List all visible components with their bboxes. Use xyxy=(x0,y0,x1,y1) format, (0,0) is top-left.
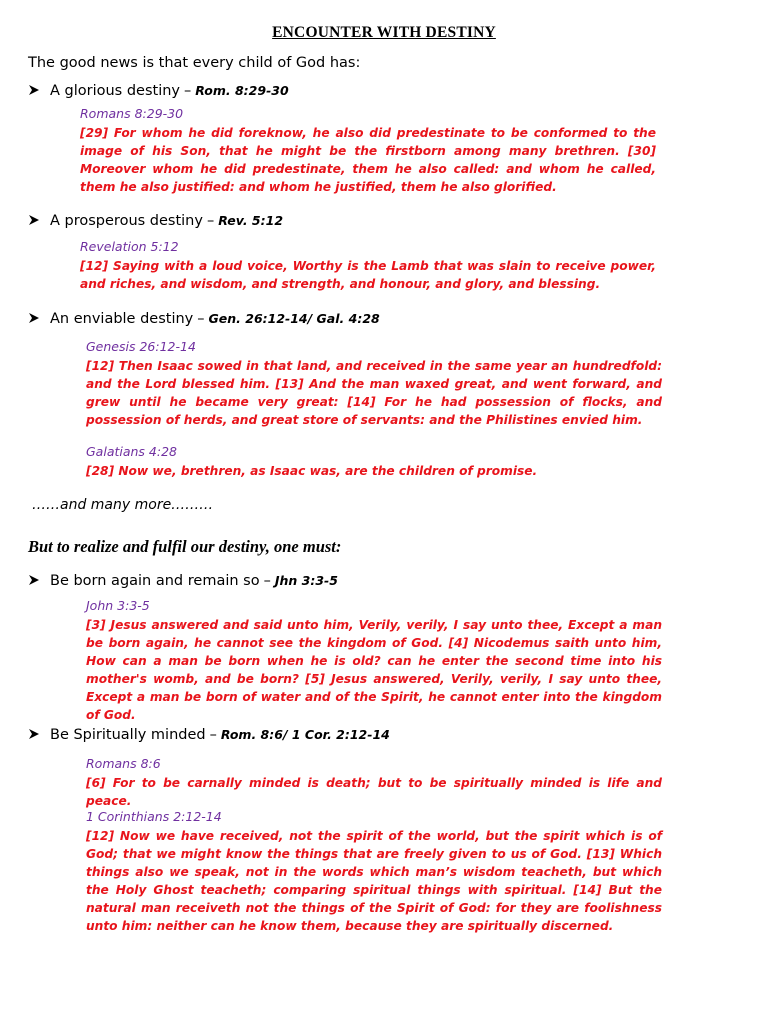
page-title: ENCOUNTER WITH DESTINY xyxy=(272,24,496,41)
bullet-reference: Rom. 8:29-30 xyxy=(195,83,289,98)
passage-heading: Galatians 4:28 xyxy=(86,444,177,459)
bullet-born-again: Be born again and remain so – Jhn 3:3-5 xyxy=(28,573,338,589)
passage-heading: Romans 8:6 xyxy=(86,756,161,771)
subheading: But to realize and fulfil our destiny, one must: xyxy=(28,537,342,556)
passage-text: [12] Now we have received, not the spirit of the world, but the spirit which is of God; that we might know the things that are freely given to us of God. [13] Which things also we speak, not in the words which man’s wisdom teacheth, but which the Holy Ghost teacheth; comparing spiritual things with spiritual. [14] But the natural man receiveth not the things of the Spirit of God: for they are foolishness unto him: neither can he know them, because they are spiritually discerned. xyxy=(86,829,662,933)
bullet-reference: Rev. 5:12 xyxy=(218,213,284,228)
bullet-label: An enviable destiny xyxy=(50,311,194,327)
bullet-label: Be born again and remain so xyxy=(50,573,260,589)
passage-text: [12] Then Isaac sowed in that land, and received in the same year an hundredfold: and the Lord blessed him. [13] And the man waxed great, and went forward, and grew until he became very great: [14] For he had possession of flocks, and possession of herds, and great store of servants: and the Philistines envied him. xyxy=(86,359,662,427)
arrowhead-bullet-icon xyxy=(28,311,50,323)
bullet-reference: Jhn 3:3-5 xyxy=(274,573,338,588)
bullet-label: A glorious destiny xyxy=(50,83,181,99)
bullet-enviable-destiny: An enviable destiny – Gen. 26:12-14/ Gal. 4:28 xyxy=(28,311,380,327)
passage-heading: Genesis 26:12-14 xyxy=(86,339,196,354)
intro-text: The good news is that every child of God has: xyxy=(28,55,361,71)
bullet-prosperous-destiny: A prosperous destiny – Rev. 5:12 xyxy=(28,213,283,229)
bullet-reference: Rom. 8:6/ 1 Cor. 2:12-14 xyxy=(220,727,390,742)
passage-heading: John 3:3-5 xyxy=(86,598,150,613)
passage-text: [28] Now we, brethren, as Isaac was, are the children of promise. xyxy=(86,464,538,478)
passage-text: [29] For whom he did foreknow, he also did predestinate to be conformed to the image of his Son, that he might be the firstborn among many brethren. [30] Moreover whom he did predestinate, them he also called: and whom he called, them he also justified: and whom he justified, them he also glorified. xyxy=(80,126,656,194)
passage-heading: Revelation 5:12 xyxy=(80,239,179,254)
bullet-spiritually-minded: Be Spiritually minded – Rom. 8:6/ 1 Cor. 2:12-14 xyxy=(28,727,390,743)
and-many-more-text: ……and many more……… xyxy=(32,497,214,513)
arrowhead-bullet-icon xyxy=(28,573,50,585)
passage-heading: 1 Corinthians 2:12-14 xyxy=(86,809,222,824)
bullet-label: A prosperous destiny xyxy=(50,213,203,229)
arrowhead-bullet-icon xyxy=(28,83,50,95)
bullet-glorious-destiny: A glorious destiny – Rom. 8:29-30 xyxy=(28,83,289,99)
passage-text: [6] For to be carnally minded is death; but to be spiritually minded is life and peace. xyxy=(86,776,662,808)
passage-heading: Romans 8:29-30 xyxy=(80,106,184,121)
bullet-reference: Gen. 26:12-14/ Gal. 4:28 xyxy=(208,311,380,326)
bullet-label: Be Spiritually minded xyxy=(50,727,206,743)
arrowhead-bullet-icon xyxy=(28,213,50,225)
passage-text: [3] Jesus answered and said unto him, Verily, verily, I say unto thee, Except a man be born again, he cannot see the kingdom of God. [4] Nicodemus saith unto him, How can a man be born when he is old? can he enter the second time into his mother's womb, and be born? [5] Jesus answered, Verily, verily, I say unto thee, Except a man be born of water and of the Spirit, he cannot enter into the kingdom of God. xyxy=(86,618,662,722)
passage-text: [12] Saying with a loud voice, Worthy is the Lamb that was slain to receive power, and riches, and wisdom, and strength, and honour, and glory, and blessing. xyxy=(80,259,656,291)
arrowhead-bullet-icon xyxy=(28,727,50,739)
